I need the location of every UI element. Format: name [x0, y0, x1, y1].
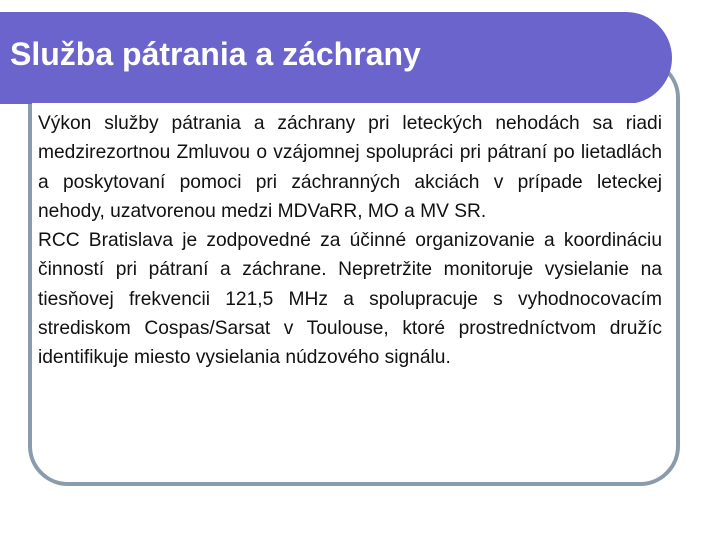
- title-bar: [0, 12, 672, 104]
- slide-body: [38, 109, 662, 373]
- title-underline: [32, 103, 636, 106]
- paragraph-rcc-bratislava: RCC Bratislava je zodpovedné za účinné organizovanie a koordináciu činností pri pátraní a záchrane. Nepretržite monitoruje vysielanie na tiesňovej frekvencii 121,5 MHz a spolupracuje s vyhodnocovacím strediskom Cospas/Sarsat v Toulouse, ktoré prostredníctvom družíc identifikuje miesto vysielania núdzového signálu.: [38, 230, 662, 369]
- paragraph-search-and-rescue: Výkon služby pátrania a záchrany pri leteckých nehodách sa riadi medzirezortnou Zmluvou o vzájomnej spolupráci pri pátraní po lietadlách a poskytovaní pomoci pri záchranných akciách v prípade leteckej nehody, uzatvorenou medzi MDVaRR, MO a MV SR.: [38, 113, 662, 222]
- slide-title: Služba pátrania a záchrany: [10, 36, 421, 72]
